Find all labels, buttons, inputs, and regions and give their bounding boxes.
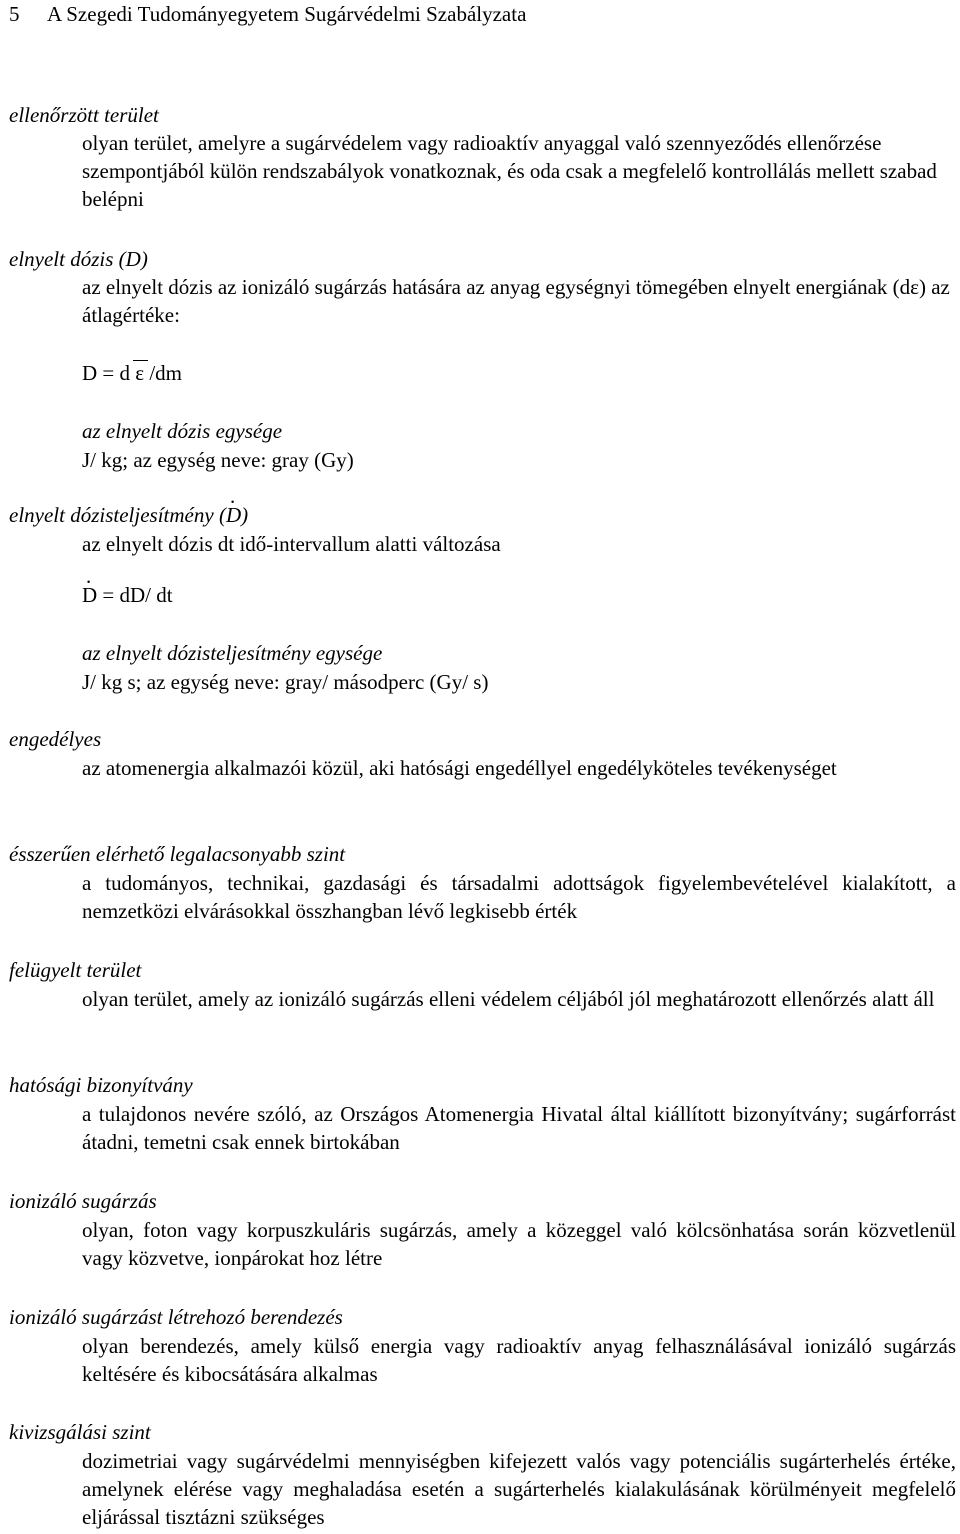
page-header [9,0,526,28]
definition-ellenorzott-terulet: olyan terület, amelyre a sugárvédelem vagy radioaktív anyaggal való szennyeződés ellenőrzése szempontjából külön rendszabályok vonatkoznak, és oda csak a megfelelő kontrollálás mellett szabad belépni [82,131,937,211]
term-hatosagi-bizonyitvany: hatósági bizonyítvány [9,1073,193,1097]
term-ellenorzott-terulet: ellenőrzött terület [9,103,159,127]
definition-felugyelt-terulet: olyan terület, amely az ionizáló sugárzás elleni védelem céljából jól meghatározott ellenőrzés alatt áll [82,987,935,1011]
term-elnyelt-dozis: elnyelt dózis (D) [9,247,148,271]
epsilon-bar-symbol: ε [135,359,144,387]
term-elnyelt-dozisteljesitmeny: elnyelt dózisteljesítmény (. D) [9,501,248,529]
term-engedelyes: engedélyes [9,727,102,751]
definition-ionizalo-berendezes: olyan berendezés, amely külső energia vagy radioaktív anyag felhasználásával ionizáló sugárzás keltésére és kibocsátására alkalmas [82,1334,956,1386]
definition-hatosagi-bizonyitvany: a tulajdonos nevére szóló, az Országos Atomenergia Hivatal által kiállított bizonyítvány; sugárforrást átadni, temetni csak ennek birtokában [82,1102,956,1154]
term-esszeruen-elerheto: ésszerűen elérhető legalacsonyabb szint [9,842,346,866]
term-ionizalo-sugarzas: ionizáló sugárzás [9,1189,157,1213]
unit-heading-elnyelt-dozis: az elnyelt dózis egysége [82,419,283,443]
definition-esszeruen-elerheto: a tudományos, technikai, gazdasági és társadalmi adottságok figyelembevételével kialakított, a nemzetközi elvárásokkal összhangban lévő legkisebb érték [82,871,956,923]
dot-symbol: . D [226,501,241,529]
term-kivizsgalasi-szint: kivizsgálási szint [9,1420,151,1444]
unit-heading-dozisteljesitmeny: az elnyelt dózisteljesítmény egysége [82,641,383,665]
formula-elnyelt-dozis: D = d ε /dm [82,361,183,385]
unit-text-elnyelt-dozis: J/ kg; az egység neve: gray (Gy) [82,448,354,472]
definition-kivizsgalasi-szint: dozimetriai vagy sugárvédelmi mennyiségben kifejezett valós vagy potenciális sugárterhelés értéke, amelynek elérése vagy meghaladása esetén a sugárterhelés kialakulásának körülményeit megfelelő eljárással tisztázni szükséges [82,1449,956,1529]
term-felugyelt-terulet: felügyelt terület [9,958,142,982]
section-title: A Szegedi Tudományegyetem Sugárvédelmi Szabályzata [47,2,527,26]
definition-ionizalo-sugarzas: olyan, foton vagy korpuszkuláris sugárzás, amely a közeggel való kölcsönhatása során közvetlenül vagy közvetve, ionpárokat hoz létre [82,1218,956,1270]
dot-symbol: . D [82,581,97,609]
definition-engedelyes: az atomenergia alkalmazói közül, aki hatósági engedéllyel engedélyköteles tevékenységet [82,756,837,780]
definition-elnyelt-dozisteljesitmeny: az elnyelt dózis dt idő-intervallum alatti változása [82,532,501,556]
unit-text-dozisteljesitmeny: J/ kg s; az egység neve: gray/ másodperc (Gy/ s) [82,670,489,694]
section-number: 5 [9,2,20,26]
term-ionizalo-berendezes: ionizáló sugárzást létrehozó berendezés [9,1305,343,1329]
formula-dozisteljesitmeny: . D = dD/ dt [82,581,173,609]
definition-elnyelt-dozis: az elnyelt dózis az ionizáló sugárzás hatására az anyag egységnyi tömegében elnyelt energiának (dε) az átlagértéke: [82,275,950,327]
